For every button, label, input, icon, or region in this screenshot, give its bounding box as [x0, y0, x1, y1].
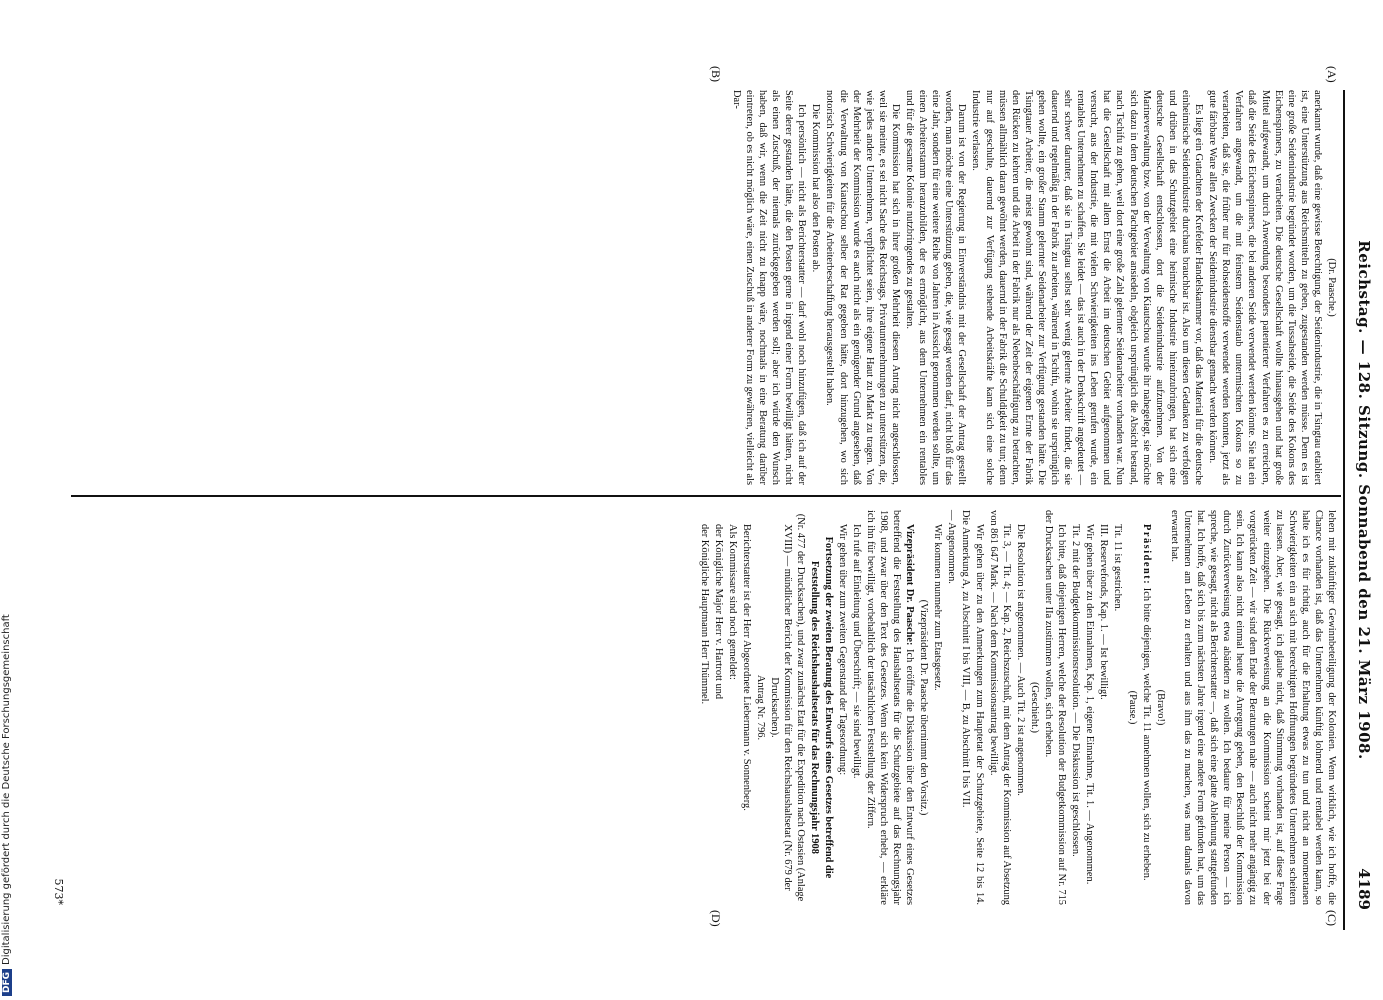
- paragraph: Ich rufe auf Einleitung und Überschrift; — sie sind bewilligt.: [850, 524, 862, 779]
- column-divider: [71, 495, 1341, 497]
- paragraph: Wir gehen über zu den Anmerkungen zum Hauptetat der Schutzgebiete, Seite 12 bis 14. Die Anmerkung A, zu Abschnitt I bis VIII, — B, zu Abschnitt I bis VII.: [960, 510, 985, 905]
- paragraph: Es liegt ein Gutachten der Krefelder Handelskammer vor, daß das Material für die deutsche einheimische Seidenindustrie durchaus brauchbar ist. Also um diesen Gedanken zu verfolgen und drüben in das Schutzgebiet eine heimische Industrie hineinzubringen, hat sich eine deutsche Gesellschaft entschlossen, dort die Seidenindustrie aufzunehmen. Von der Marineverwaltung bzw. von der Verwaltung von Kiautschou wurde ihr nahegelegt, sie möchte sich dazu in dem deutschen Pachtgebiet ansiedeln, obgleich ursprünglich die Absicht bestand, nach Tschifu zu gehen, weil dort eine große Zahl gelernter Seidenarbeiter vorhanden war. Nun hat die Gesellschaft mit allem Ernst die Arbeit im deutschen Gebiet aufgenommen und versucht, aus der Industrie, die mit vielen Schwierigkeiten ins Leben gerufen wurde, ein rentables Unternehmen zu schaffen. Sie leidet — das ist auch in der Denkschrift angedeutet — sehr schwer darunter, daß sie in Tsingtau selbst sehr wenig gelernte Arbeiter findet, die sie dauernd und regelmäßig in der Fabrik zu arbeiten, während in Tschifu, wohin sie ursprünglich gehen wollte, ein großer Stamm gelernter Seidenarbeiter zur Verfügung gestanden hätte. Die Tsingtauer Arbeiter, die meist gewohnt sind, während der Zeit der eigenen Ernte der Fabrik den Rücken zu kehren und die Arbeit in der Fabrik nur als Nebenbeschäftigung zu betrachten, müssen allmählich daran gewöhnt werden, dauernd in der Fabrik die Schuldigkeit zu tun; denn nur auf geschulte, dauernd zur Verfügung stehende Arbeitskräfte kann sich eine solche Industrie verlassen.: [970, 90, 1205, 485]
- paragraph: Tit. 11 ist gestrichen.: [1112, 524, 1124, 612]
- president-text: Ich bitte diejenigen, welche Tit. 11 annehmen wollen, sich zu erheben.: [1140, 587, 1152, 881]
- paragraph: Wir gehen über zum zweiten Gegenstand der Tagesordnung:: [836, 524, 848, 776]
- chair-change-note: (Vizepräsident Dr. Paasche übernimmt den Vorsitz.): [918, 599, 930, 816]
- vice-president-remark: [864, 510, 916, 905]
- paragraph: Die Kommission hat also den Posten ab.: [810, 104, 822, 273]
- credit-text: Digitalisierung gefördert durch die Deutsche Forschungsgemeinschaft: [1, 614, 12, 965]
- paragraph: der Königliche Major Herr v. Hartrott und: [712, 524, 724, 700]
- paragraph: Tit. 2 mit der Budgetkommissionsresolution. — Die Diskussion ist geschlossen.: [1070, 524, 1082, 857]
- paragraph: Berichterstatter ist der Herr Abgeordnete Liebermann v. Sonnenberg.: [740, 524, 752, 811]
- header-title: Reichstag. — 128. Sitzung. Sonnabend den 21. März 1908.: [1355, 240, 1373, 760]
- paragraph: lehen mit zukünftiger Gewinnbeteiligung der Kolonien. Wenn wirklich, wie ich hoffe, die Chance vorhanden ist, daß das Unternehmen künftig lohnend und rentabel werden kann, so halte ich es für richtig, auch für die Erhaltung etwas zu tun und nicht an momentanen Schwierigkeiten ein an sich mit berechtigten Hoffnungen begründetes Unternehmen scheitern zu lassen. Aber, wie gesagt, ich glaube nicht, daß Stimmung vorhanden ist, auf diese Frage weiter einzugehen. Die Rückverweisung an die Kommission scheint mir jetzt bei der vorgerückten Zeit — wir sind dem Ende der Beratungen nahe — auch nicht mehr angängig zu sein. Ich kann also nicht einmal heute die Anregung geben, den Beschluß der Kommission durch Zurückverweisung etwa abändern zu wollen. Ich bedaure für meine Person — ich spreche, wie gesagt, nicht als Berichterstatter —, daß sich eine glatte Ablehnung stattgefunden hat. Ich hoffe, daß sich bis zum nächsten Jahre irgend eine andere Form gefunden hat, um das Unternehmen am Leben zu erhalten und aus ihm das zu machen, was man damals davon erwartet hat.: [1168, 510, 1337, 905]
- paragraph: Wir kommen nunmehr zum Etatsgesetz.: [932, 524, 944, 691]
- right-column: [697, 510, 1338, 905]
- digitization-credit: [2, 396, 14, 996]
- paragraph: Die Kommission hat sich in ihrer großen Mehrheit diesem Antrag nicht angeschlossen, weil sie meinte, es sei nicht Sache des Reichstags, Privatunternehmungen zu unterstützen, die, wie jedes andere Unternehmen, verpflichtet seien, ihre eigene Haut zu Markt zu tragen. Von der Mehrheit der Kommission wurde es auch nicht als ein genügender Grund angesehen, daß die Verwaltung von Kiautschou selber der Rat gegeben hätte, dort hinzugehen, wo sich notorisch Schwierigkeiten für die Arbeiterbeschaffung herausgestellt haben.: [824, 90, 901, 485]
- speaker-label: (Dr. Paasche.): [1326, 258, 1337, 317]
- paragraph: Wir gehen über zu den Einnahmen, Kap. 1, eigene Einnahme, Tit. 1. — Angenommen.: [1084, 524, 1096, 885]
- paragraph: anerkannt wurde, daß eine gewisse Berechtigung, der Seidenindustrie, die in Tsingtau etabliert ist, eine Unterstützung aus Reichsmitteln zu geben, zugestanden werden müsse. Denn es ist eine große Seidenindustrie begründet worden, um die Tussahseide, die Seide des Kokons des Eichenspinners, zu verarbeiten. Die deutsche Gesellschaft wollte hinausgehen und hat große Mittel aufgewandt, um durch Anwendung besonders patentierter Verfahren es zu erreichen, daß die Seide des Eichenspinners, die bei anderen Seide verwendet werden könnte. Sie hat ein Verfahren angewandt, um die mit feinstem Seidenstaub untermischten Kokons so zu verarbeiten, daß sie, die früher nur für Rohseidenstoffe verwendet werden konnten, jetzt als gute färbbare Ware allen Zwecken der Seidenindustrie dienstbar gemacht werden können.: [1207, 90, 1323, 485]
- geschieht-note: (Geschieht.): [1028, 681, 1040, 734]
- vice-president-label: Vizepräsident Dr. Paasche:: [904, 524, 916, 646]
- president-remark: [1140, 510, 1153, 905]
- agenda-reference: (Nr. 477 der Drucksachen), und zwar zunächst Etat für die Expedition nach Ostasien (Anlage XVIII) — mündlicher Bericht der Kommission für den Reichshaushaltsetat (Nr. 679 der Drucksachen).: [769, 513, 807, 902]
- bravo-note: (Bravo!): [1154, 689, 1166, 726]
- dfg-logo: DFG: [2, 969, 12, 996]
- paragraph: Ich persönlich — nicht als Berichterstatter — darf wohl noch hinzufügen, daß ich auf der Seite derer gestanden hätte, die den Posten gerne in irgend einer Form bewilligt hätten, nicht als einen Zuschuß, der niemals zurückgegeben werden soll; aber ich würde den Wunsch haben, daß wir, wenn die Zeit nicht zu knapp wäre, nochmals in eine Beratung darüber eintreten, ob es nicht möglich wäre, einen Zuschuß in anderer Form zu gewähren, vielleicht als Dar-: [730, 90, 808, 485]
- paragraph: Die Resolution ist angenommen. — Auch Tit. 2 ist angenommen.: [1014, 524, 1026, 796]
- paragraph: — Angenommen.: [946, 510, 958, 584]
- vice-president-text: Ich eröffne die Diskussion über den Entwurf eines Gesetzes betreffend die Feststellung des Haushaltsetats für die Schutzgebiete auf das Rechnungsjahr 1908, und zwar über den Text des Gesetzes. Wenn sich kein Widerspruch erhebt, — erkläre ich ihn für bewilligt, vorbehaltlich der tatsächlichen Feststellung der Ziffern.: [864, 510, 916, 906]
- page-number: 4189: [1355, 868, 1373, 910]
- paragraph: III. Reservefonds, Kap. 1. — Ist bewilligt.: [1098, 524, 1110, 700]
- page-header: [1343, 90, 1373, 910]
- motion-number: Antrag Nr. 796.: [755, 674, 767, 741]
- president-label: Präsident:: [1140, 524, 1152, 586]
- margin-mark-b: (B): [709, 66, 723, 82]
- page-signature: 573*: [52, 878, 65, 905]
- margin-mark-d: (D): [709, 910, 723, 927]
- paragraph: Tit. 3, — Tit. 4; — Kap. 2, Reichszuschuß, mit dem Antrag der Kommission auf Absetzung von 861 647 Mark. — Nach dem Kommissionsantrag bewilligt.: [987, 510, 1012, 905]
- credit-line: [1, 614, 12, 996]
- paragraph: der Königliche Hauptmann Herr Thümmel.: [698, 524, 710, 705]
- paragraph: Ich bitte, daß diejenigen Herren, welche der Resolution der Budgetkommission auf Nr. 715 der Drucksachen unter IIa zustimmen wollen, sich erheben.: [1043, 510, 1068, 905]
- paragraph: Als Kommissare sind noch gemeldet:: [726, 524, 738, 680]
- margin-mark-a: (A): [1325, 66, 1339, 83]
- paragraph: Darum ist von der Regierung in Einverständnis mit der Gesellschaft der Antrag gestellt worden, man möchte eine Unterstützung geben, die, wie gesagt werden darf, nicht bloß für das eine Jahr, sondern für eine weitere Reihe von Jahren in Aussicht genommen werden sollte, um einen Arbeiterstamm heranzubilden, der es ermöglicht, aus dem Unternehmen ein rentables und für die gesamte Kolonie nutzbringendes zu gestalten.: [904, 90, 968, 485]
- header-rule: [1343, 90, 1345, 930]
- left-column: [729, 90, 1338, 485]
- margin-mark-c: (C): [1325, 910, 1339, 926]
- pause-note: (Pause.): [1126, 690, 1138, 725]
- agenda-title: Fortsetzung der zweiten Beratung des Entwurfs eines Gesetzes betreffend die Feststellung des Reichshaushaltsetats für das Rechnungsjahr 1908: [809, 536, 834, 879]
